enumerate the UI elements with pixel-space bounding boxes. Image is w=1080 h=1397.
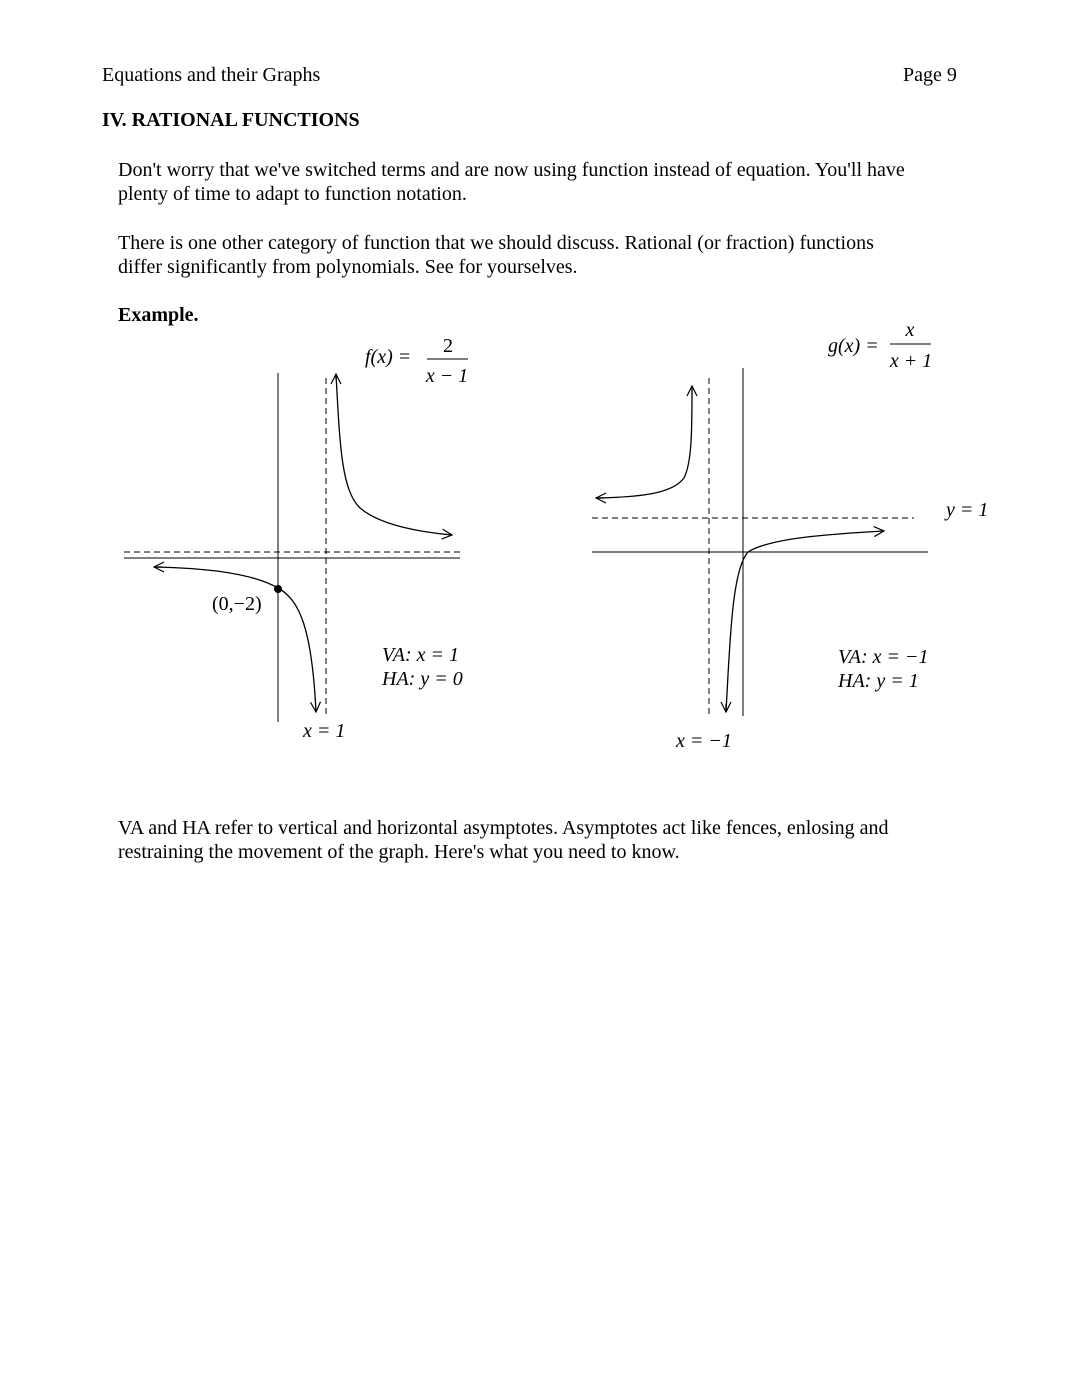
g-left-branch <box>596 386 692 498</box>
f-left-branch <box>154 567 316 712</box>
f-equation-numerator: 2 <box>443 335 453 357</box>
paragraph-line: restraining the movement of the graph. Here's what you need to know. <box>118 841 680 863</box>
example-label: Example. <box>118 304 199 326</box>
paragraph-line: There is one other category of function that we should discuss. Rational (or fraction) functions <box>118 232 874 254</box>
f-y-intercept-point <box>274 585 282 593</box>
f-va-text: VA: x = 1 <box>382 644 459 666</box>
asymptote-paragraph <box>118 816 889 864</box>
g-equation-numerator: x <box>905 319 915 341</box>
paragraph-line: VA and HA refer to vertical and horizontal asymptotes. Asymptotes act like fences, enlosing and <box>118 817 889 839</box>
g-ha-text: HA: y = 1 <box>838 670 919 692</box>
page-number: Page 9 <box>903 64 957 86</box>
f-va-axis-label: x = 1 <box>303 720 346 742</box>
section-title: IV. RATIONAL FUNCTIONS <box>102 109 360 131</box>
f-right-branch <box>336 374 452 535</box>
f-ha-text: HA: y = 0 <box>382 668 463 690</box>
g-equation-denominator: x + 1 <box>889 350 933 372</box>
graph-g <box>592 319 988 752</box>
g-va-text: VA: x = −1 <box>838 646 929 668</box>
f-equation-denominator: x − 1 <box>425 365 469 387</box>
f-point-label: (0,−2) <box>212 593 262 615</box>
paragraph-line: plenty of time to adapt to function notation. <box>118 183 467 205</box>
paragraph-line: differ significantly from polynomials. See for yourselves. <box>118 256 578 278</box>
g-ha-axis-label: y = 1 <box>946 499 989 521</box>
graph-f <box>124 335 468 742</box>
page-header-title: Equations and their Graphs <box>102 64 321 86</box>
f-equation-lhs: f(x) = <box>365 346 412 368</box>
paragraph-line: Don't worry that we've switched terms and are now using function instead of equation. You'll have <box>118 159 905 181</box>
g-equation-lhs: g(x) = <box>828 335 879 357</box>
g-va-axis-label: x = −1 <box>676 730 732 752</box>
